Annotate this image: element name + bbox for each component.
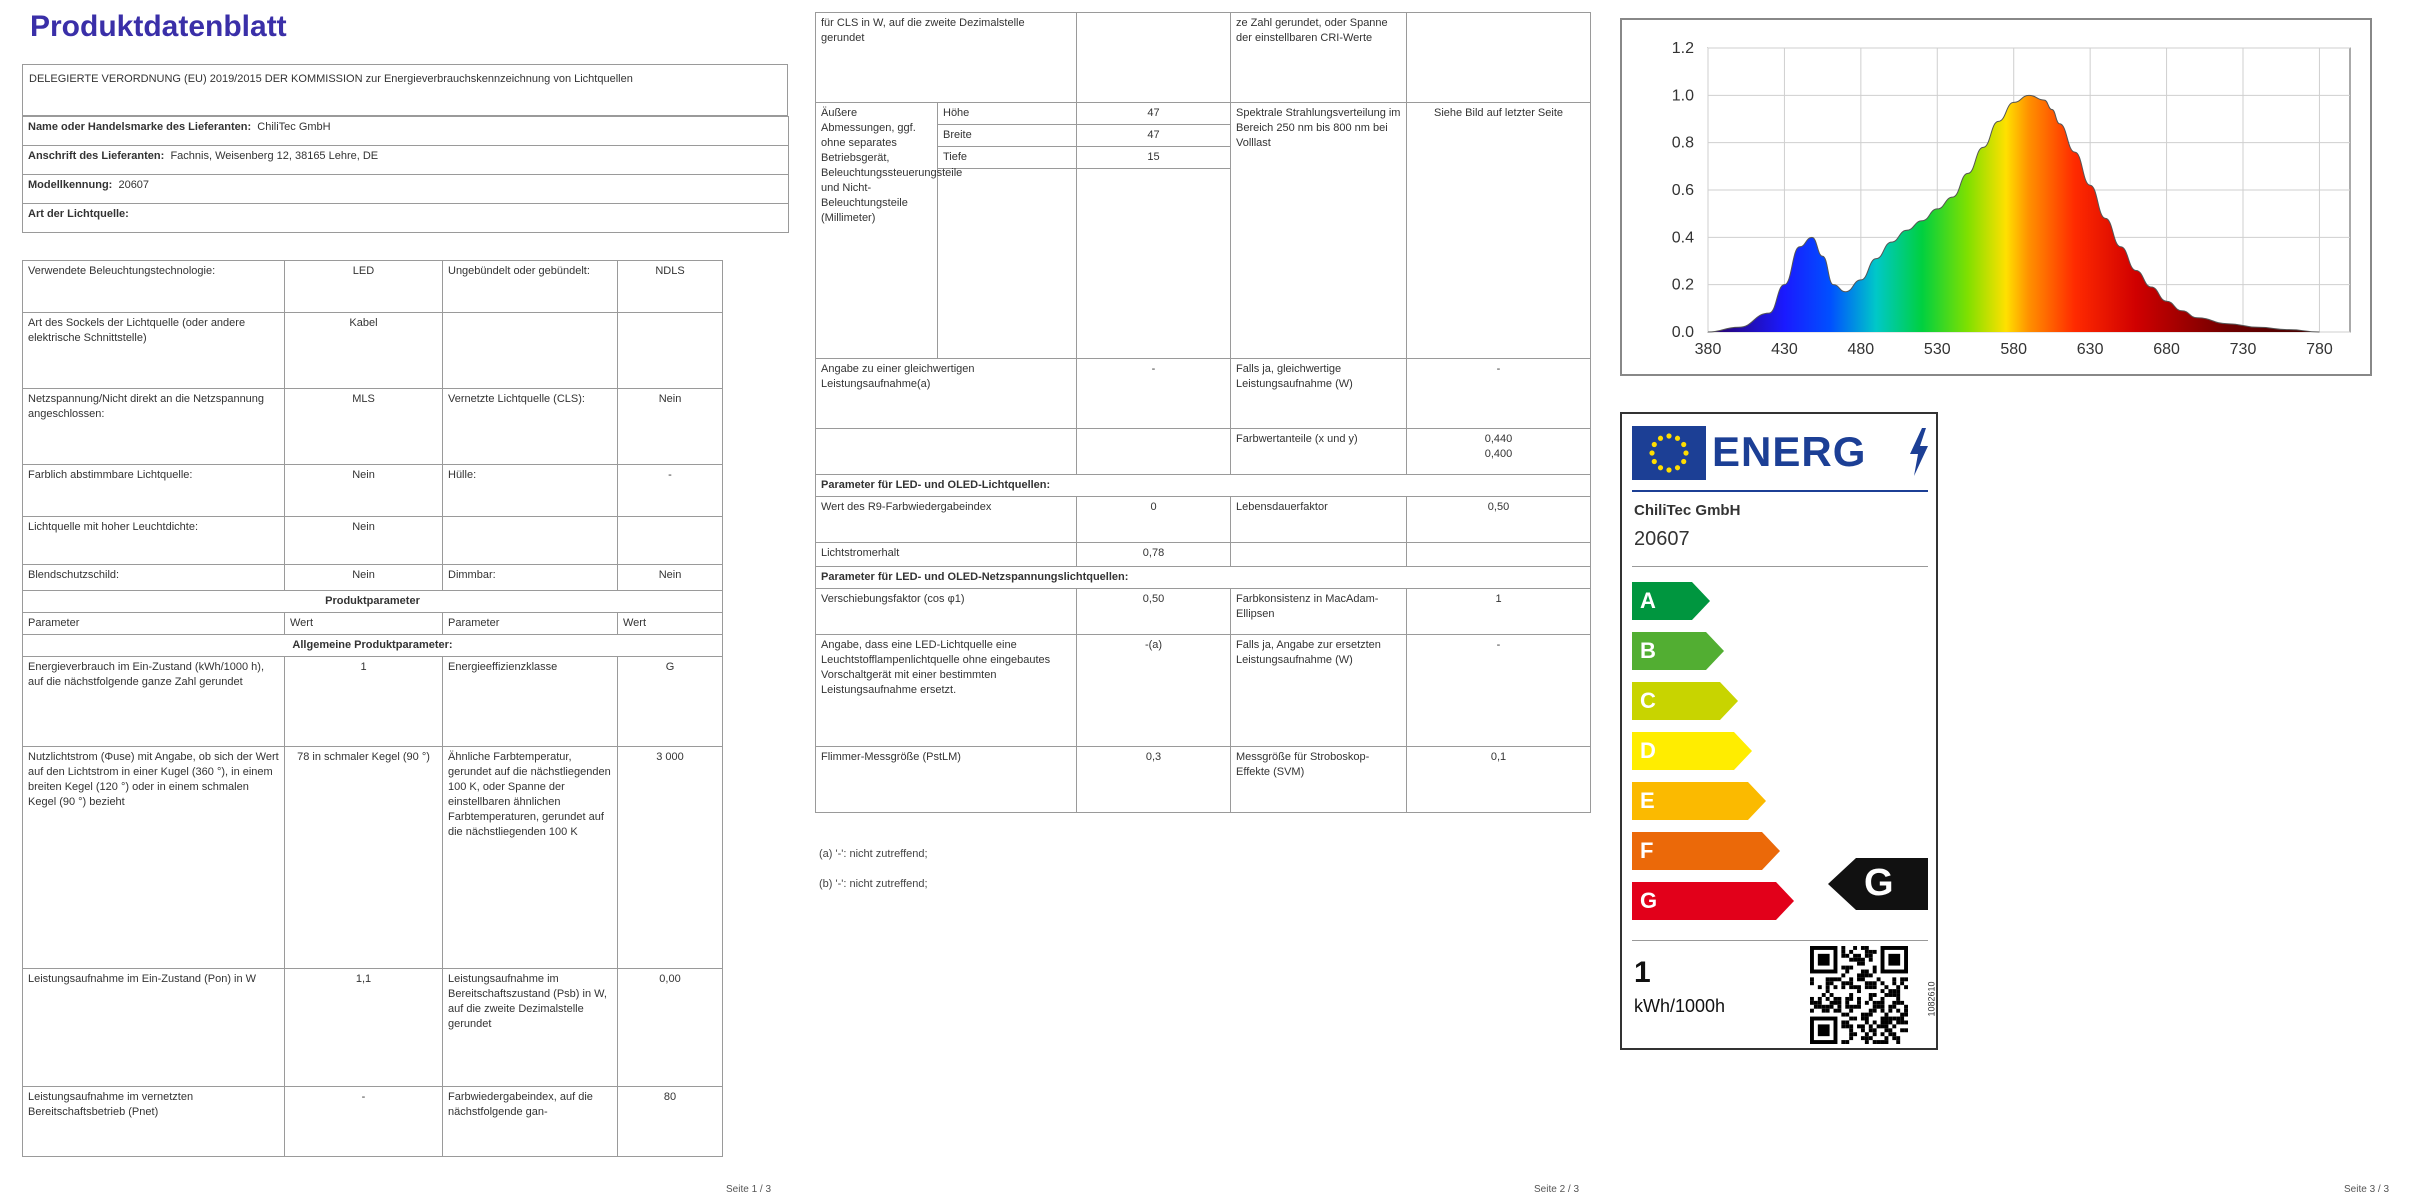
cell xyxy=(816,429,1077,475)
cell: Nein xyxy=(618,565,723,591)
column-header: Parameter xyxy=(443,613,618,635)
x-tick-label: 630 xyxy=(2076,341,2104,358)
cell: Ähnliche Farbtemperatur, gerundet auf die nächstliegenden 100 K, oder Spanne der einstellbaren ähnlichen Farbtemperaturen, gerundet auf die nächstliegenden 100 K xyxy=(443,747,618,969)
cell: G xyxy=(618,657,723,747)
y-tick-label: 0.6 xyxy=(1671,182,1694,199)
cell: 0,3 xyxy=(1077,747,1231,813)
energy-class-letter: B xyxy=(1640,638,1656,663)
cell: Farblich abstimmbare Lichtquelle: xyxy=(23,465,285,517)
eu-flag-icon xyxy=(1632,426,1706,480)
cell: Siehe Bild auf letzter Seite xyxy=(1407,103,1591,359)
table-row xyxy=(23,565,723,591)
x-tick-label: 580 xyxy=(2000,341,2028,358)
param-header-row xyxy=(23,613,723,635)
cell: Breite xyxy=(938,125,1077,147)
cell: LED xyxy=(285,261,443,313)
cell: 47 xyxy=(1077,125,1231,147)
x-tick-label: 680 xyxy=(2153,341,2180,358)
cell: 0,78 xyxy=(1077,543,1231,567)
energy-class-letter: D xyxy=(1640,738,1656,763)
class-arrow-icon xyxy=(1632,832,1782,870)
page-2 xyxy=(815,12,1590,912)
table-row xyxy=(23,517,723,565)
cell: - xyxy=(285,1087,443,1157)
table-row xyxy=(816,635,1591,747)
supplier-name-value: ChiliTec GmbH xyxy=(257,121,331,133)
supplier-name-label: Name oder Handelsmarke des Lieferanten: xyxy=(28,121,252,133)
x-tick-label: 430 xyxy=(1771,341,1798,358)
eu-star-icon xyxy=(1681,459,1686,464)
cell: Lebensdauerfaktor xyxy=(1231,497,1407,543)
cell: Art des Sockels der Lichtquelle (oder andere elektrische Schnittstelle) xyxy=(23,313,285,389)
supplier-table xyxy=(22,116,789,233)
label-model: 20607 xyxy=(1634,528,1690,550)
cell: 0,440 0,400 xyxy=(1407,429,1591,475)
model-divider xyxy=(1632,566,1928,567)
cell: Vernetzte Lichtquelle (CLS): xyxy=(443,389,618,465)
cell: 0,00 xyxy=(618,969,723,1087)
column-header: Parameter xyxy=(23,613,285,635)
cell: Leistungsaufnahme im Ein-Zustand (Pon) in W xyxy=(23,969,285,1087)
cell: Nein xyxy=(285,517,443,565)
y-tick-label: 1.0 xyxy=(1671,87,1694,105)
label-supplier: ChiliTec GmbH xyxy=(1634,502,1741,519)
cell: Energieverbrauch im Ein-Zustand (kWh/1000 h), auf die nächstfolgende ganze Zahl gerundet xyxy=(23,657,285,747)
cell: - xyxy=(1077,359,1231,429)
table-row xyxy=(23,969,723,1087)
cell: 80 xyxy=(618,1087,723,1157)
energy-class-g xyxy=(1632,882,1796,920)
section-mains-parameters: Parameter für LED- und OLED-Netzspannungslichtquellen: xyxy=(816,567,1591,589)
cell: Messgröße für Stroboskop-Effekte (SVM) xyxy=(1231,747,1407,813)
energy-class-a xyxy=(1632,582,1712,620)
cell: Spektrale Strahlungsverteilung im Bereich 250 nm bis 800 nm bei Volllast xyxy=(1231,103,1407,359)
cell: 0,50 xyxy=(1407,497,1591,543)
x-tick-label: 780 xyxy=(2306,341,2333,358)
cell: NDLS xyxy=(618,261,723,313)
cell: Hülle: xyxy=(443,465,618,517)
cell: Wert des R9-Farbwiedergabeindex xyxy=(816,497,1077,543)
table-row xyxy=(816,497,1591,543)
cell: Blendschutzschild: xyxy=(23,565,285,591)
eu-star-icon xyxy=(1666,433,1671,438)
page-number-2: Seite 2 / 3 xyxy=(1534,1184,1580,1195)
cell: Verschiebungsfaktor (cos φ1) xyxy=(816,589,1077,635)
supplier-address-label: Anschrift des Lieferanten: xyxy=(28,150,165,162)
energy-class-letter: E xyxy=(1640,788,1655,813)
cell: 1,1 xyxy=(285,969,443,1087)
energy-class-b xyxy=(1632,632,1726,670)
page-number-3: Seite 3 / 3 xyxy=(2344,1184,2390,1195)
y-tick-label: 0.8 xyxy=(1671,134,1694,152)
eu-star-icon xyxy=(1652,459,1657,464)
cell: - xyxy=(1407,359,1591,429)
cell xyxy=(618,517,723,565)
table-row xyxy=(23,465,723,517)
cell: Dimmbar: xyxy=(443,565,618,591)
eu-star-icon xyxy=(1652,442,1657,447)
energy-class-d xyxy=(1632,732,1754,770)
x-tick-label: 730 xyxy=(2229,341,2257,358)
energy-label xyxy=(1620,412,1938,1050)
energy-class-letter: F xyxy=(1640,838,1654,863)
energy-class-letter: G xyxy=(1640,888,1658,913)
model-id-label: Modellkennung: xyxy=(28,179,113,191)
cell xyxy=(1407,543,1591,567)
cell: Farbwertanteile (x und y) xyxy=(1231,429,1407,475)
cell: Leistungsaufnahme im Bereitschaftszustand (Psb) in W, auf die zweite Dezimalstelle gerundet xyxy=(443,969,618,1087)
spectrum-chart xyxy=(1622,20,2370,374)
y-tick-label: 1.2 xyxy=(1671,40,1694,57)
table-row xyxy=(23,657,723,747)
cell: Leistungsaufnahme im vernetzten Bereitschaftsbetrieb (Pnet) xyxy=(23,1087,285,1157)
section-led-parameters: Parameter für LED- und OLED-Lichtquellen: xyxy=(816,475,1591,497)
y-tick-label: 0.2 xyxy=(1671,276,1694,294)
eu-star-icon xyxy=(1683,450,1688,455)
cell xyxy=(1407,13,1591,103)
energy-header-text: ENERG xyxy=(1712,428,1867,475)
y-tick-label: 0.0 xyxy=(1671,324,1694,341)
cell: 3 000 xyxy=(618,747,723,969)
header-divider xyxy=(1632,490,1928,492)
page-number-1: Seite 1 / 3 xyxy=(726,1184,772,1195)
cell: Lichtstromerhalt xyxy=(816,543,1077,567)
cell: Flimmer-Messgröße (PstLM) xyxy=(816,747,1077,813)
rating-indicator xyxy=(1828,858,1928,910)
cell: 78 in schmaler Kegel (90 °) xyxy=(285,747,443,969)
cell: Nein xyxy=(285,565,443,591)
cell: 1 xyxy=(1407,589,1591,635)
table-row xyxy=(23,389,723,465)
cell: Kabel xyxy=(285,313,443,389)
cell: 0,50 xyxy=(1077,589,1231,635)
table-row xyxy=(816,103,1591,125)
lightning-icon xyxy=(1908,428,1930,476)
table-row xyxy=(23,313,723,389)
rating-letter: G xyxy=(1864,862,1894,904)
light-source-type-label: Art der Lichtquelle: xyxy=(28,208,129,220)
energy-class-letter: C xyxy=(1640,688,1656,713)
energy-class-e xyxy=(1632,782,1768,820)
cell: Lichtquelle mit hoher Leuchtdichte: xyxy=(23,517,285,565)
table-row xyxy=(816,747,1591,813)
eu-star-icon xyxy=(1658,465,1663,470)
qr-code-text: 1082610 xyxy=(1926,981,1937,1017)
x-tick-label: 480 xyxy=(1847,341,1875,358)
page-title: Produktdatenblatt xyxy=(30,10,287,43)
cell: MLS xyxy=(285,389,443,465)
cell: ze Zahl gerundet, oder Spanne der einstellbaren CRI-Werte xyxy=(1231,13,1407,103)
cell: - xyxy=(618,465,723,517)
consumption-unit: kWh/1000h xyxy=(1634,996,1726,1016)
cell: Nein xyxy=(618,389,723,465)
consumption-value: 1 xyxy=(1634,956,1651,989)
eu-star-icon xyxy=(1666,467,1671,472)
eu-star-icon xyxy=(1675,465,1680,470)
supplier-address-value: Fachnis, Weisenberg 12, 38165 Lehre, DE xyxy=(170,150,379,162)
cell: Farbkonsistenz in MacAdam-Ellipsen xyxy=(1231,589,1407,635)
cell: Höhe xyxy=(938,103,1077,125)
cell: Falls ja, gleichwertige Leistungsaufnahme (W) xyxy=(1231,359,1407,429)
footnote-b: (b) '-': nicht zutreffend; xyxy=(819,878,928,890)
spectrum-chart-frame xyxy=(1620,18,2372,376)
section-product-parameters: Produktparameter xyxy=(23,591,723,613)
cell: Nutzlichtstrom (Φuse) mit Angabe, ob sich der Wert auf den Lichtstrom in einer Kugel (360 °), in einem breiten Kegel (120 °) oder in einem schmalen Kegel (90 °) bezieht xyxy=(23,747,285,969)
cell: Angabe, dass eine LED-Lichtquelle eine Leuchtstofflampenlichtquelle ohne eingebautes Vorschaltgerät mit einer bestimmten Leistungsaufnahme ersetzt. xyxy=(816,635,1077,747)
cell: Farbwiedergabeindex, auf die nächstfolgende gan- xyxy=(443,1087,618,1157)
cell: Netzspannung/Nicht direkt an die Netzspannung angeschlossen: xyxy=(23,389,285,465)
energy-class-letter: A xyxy=(1640,588,1656,613)
table-row xyxy=(23,747,723,969)
eu-star-icon xyxy=(1675,436,1680,441)
cell: 47 xyxy=(1077,103,1231,125)
energy-class-c xyxy=(1632,682,1740,720)
cell: - xyxy=(1407,635,1591,747)
cell: -(a) xyxy=(1077,635,1231,747)
section-general-parameters: Allgemeine Produktparameter: xyxy=(23,635,723,657)
qr-code xyxy=(1810,946,1908,1044)
cell: Angabe zu einer gleichwertigen Leistungsaufnahme(a) xyxy=(816,359,1077,429)
cell: für CLS in W, auf die zweite Dezimalstelle gerundet xyxy=(816,13,1077,103)
regulation-text: DELEGIERTE VERORDNUNG (EU) 2019/2015 DER KOMMISSION zur Energieverbrauchskennzeichnung von Lichtquellen xyxy=(22,64,788,116)
column-header: Wert xyxy=(618,613,723,635)
model-id-value: 20607 xyxy=(118,179,150,191)
table-row xyxy=(23,261,723,313)
cell: Äußere Abmessungen, ggf. ohne separates Betriebsgerät, Beleuchtungssteuerungsteile und Nicht-Beleuchtungsteile (Millimeter) xyxy=(816,103,938,359)
cell: Falls ja, Angabe zur ersetzten Leistungsaufnahme (W) xyxy=(1231,635,1407,747)
cell: Tiefe xyxy=(938,147,1077,169)
cell xyxy=(618,313,723,389)
cell: 15 xyxy=(1077,147,1231,169)
energy-class-f xyxy=(1632,832,1782,870)
table-row xyxy=(816,543,1591,567)
energy-label-header xyxy=(1632,424,1928,484)
x-tick-label: 380 xyxy=(1694,341,1722,358)
page-1 xyxy=(22,8,788,1168)
table-row xyxy=(816,359,1591,429)
table-row xyxy=(816,589,1591,635)
cell xyxy=(443,517,618,565)
cell xyxy=(443,313,618,389)
eu-stars-icon xyxy=(1632,426,1706,480)
y-tick-label: 0.4 xyxy=(1671,229,1694,247)
cell: Nein xyxy=(285,465,443,517)
cell: 1 xyxy=(285,657,443,747)
eu-star-icon xyxy=(1681,442,1686,447)
eu-star-icon xyxy=(1649,450,1654,455)
cell: Ungebündelt oder gebündelt: xyxy=(443,261,618,313)
cell xyxy=(1077,13,1231,103)
x-tick-label: 530 xyxy=(1923,341,1951,358)
parameters-table-continued xyxy=(815,12,1591,813)
cell: 0,1 xyxy=(1407,747,1591,813)
scale-divider xyxy=(1632,940,1928,941)
column-header: Wert xyxy=(285,613,443,635)
table-row xyxy=(816,13,1591,103)
footnote-a: (a) '-': nicht zutreffend; xyxy=(819,848,928,860)
cell xyxy=(1231,543,1407,567)
cell xyxy=(1077,429,1231,475)
table-row xyxy=(23,1087,723,1157)
table-row xyxy=(816,429,1591,475)
cell: Verwendete Beleuchtungstechnologie: xyxy=(23,261,285,313)
eu-star-icon xyxy=(1658,436,1663,441)
light-source-table xyxy=(22,260,723,1157)
cell: 0 xyxy=(1077,497,1231,543)
cell: Energieeffizienzklasse xyxy=(443,657,618,747)
